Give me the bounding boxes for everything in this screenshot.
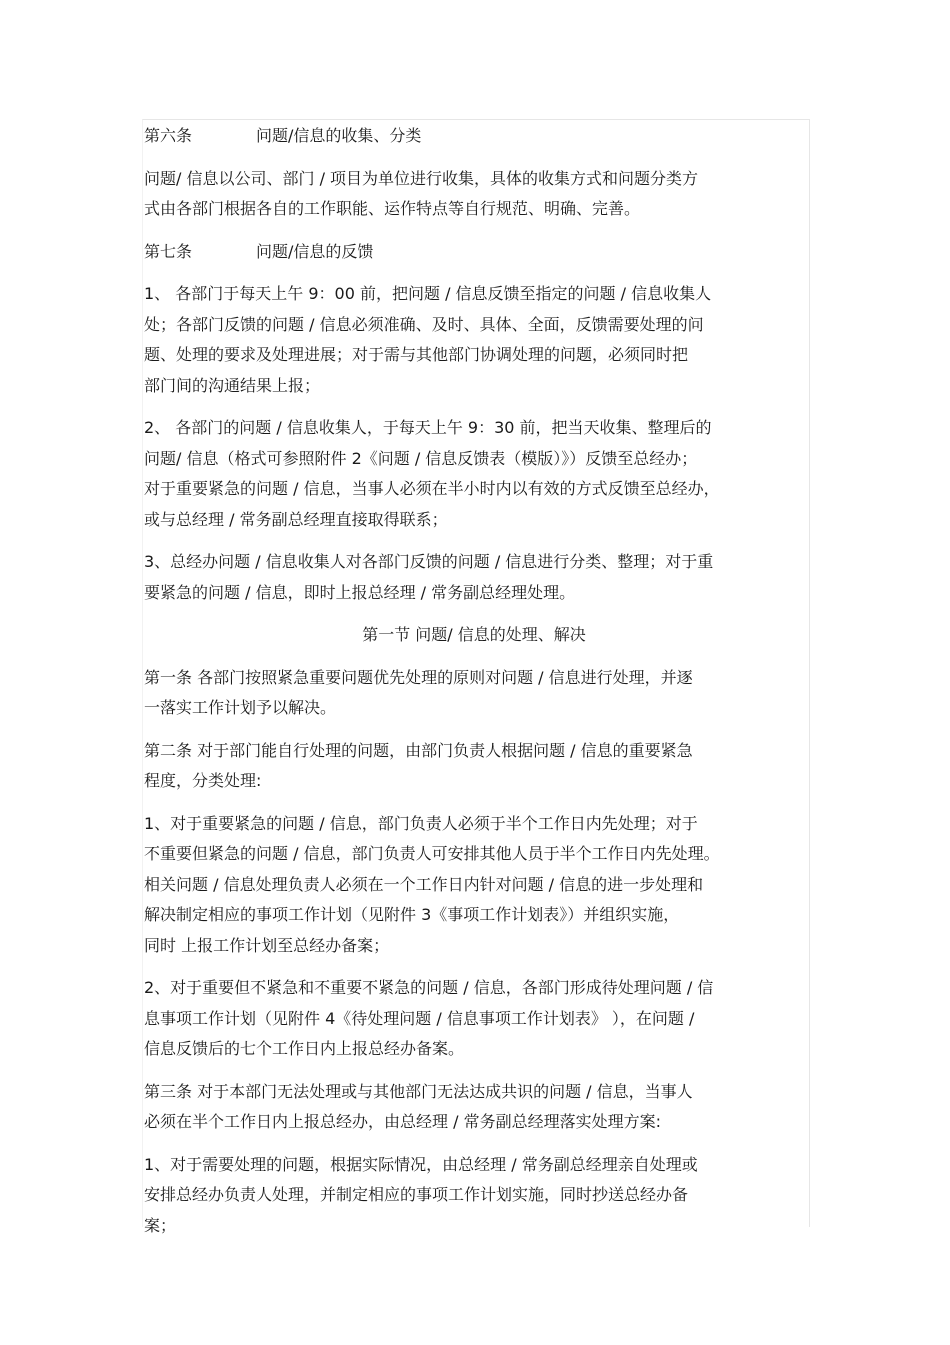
article-number: 第七条 bbox=[144, 241, 193, 261]
paragraph-line: 一落实工作计划予以解决。 bbox=[144, 698, 337, 717]
paragraph-line: 1、对于需要处理的问题，根据实际情况，由总经理 / 常务副总经理亲自处理或 bbox=[144, 1154, 698, 1174]
paragraph bbox=[144, 1150, 804, 1242]
paragraph-line: 第三条 对于本部门无法处理或与其他部门无法达成共识的问题 / 信息，当事人 bbox=[144, 1081, 693, 1101]
paragraph-line: 2、 各部门的问题 / 信息收集人，于每天上午 9：30 前，把当天收集、整理后的 bbox=[144, 418, 712, 437]
paragraph-line: 问题/ 信息以公司、部门 / 项目为单位进行收集，具体的收集方式和问题分类方 bbox=[144, 168, 699, 188]
paragraph-line: 问题/ 信息（格式可参照附件 2《问题 / 信息反馈表（模版）》）反馈至总经办； bbox=[144, 448, 698, 468]
paragraph-line: 案； bbox=[144, 1215, 177, 1235]
article-heading bbox=[144, 121, 804, 152]
paragraph-line: 第二条 对于部门能自行处理的问题，由部门负责人根据问题 / 信息的重要紧急 bbox=[144, 740, 693, 760]
paragraph-line: 要紧急的问题 / 信息，即时上报总经理 / 常务副总经理处理。 bbox=[144, 582, 576, 602]
paragraph-line: 3、总经办问题 / 信息收集人对各部门反馈的问题 / 信息进行分类、整理；对于重 bbox=[144, 552, 714, 571]
paragraph-line: 信息反馈后的七个工作日内上报总经办备案。 bbox=[144, 1039, 465, 1058]
paragraph-line: 2、对于重要但不紧急和不重要不紧急的问题 / 信息，各部门形成待处理问题 / 信 bbox=[144, 978, 714, 997]
paragraph bbox=[144, 547, 804, 608]
document-body bbox=[144, 121, 804, 1253]
paragraph-line: 不重要但紧急的问题 / 信息，部门负责人可安排其他人员于半个工作日内先处理。 bbox=[144, 844, 720, 863]
paragraph bbox=[144, 663, 804, 724]
section-title: 第一节 问题/ 信息的处理、解决 bbox=[362, 625, 586, 644]
article-heading bbox=[144, 237, 804, 268]
paragraph-line: 或与总经理 / 常务副总经理直接取得联系； bbox=[144, 509, 448, 529]
paragraph-line: 处；各部门反馈的问题 / 信息必须准确、及时、具体、全面，反馈需要处理的问 bbox=[144, 314, 704, 334]
paragraph bbox=[144, 279, 804, 401]
paragraph bbox=[144, 973, 804, 1065]
paragraph-line: 息事项工作计划（见附件 4《待处理问题 / 信息事项工作计划表》 ），在问题 / bbox=[144, 1008, 695, 1028]
paragraph-line: 1、对于重要紧急的问题 / 信息，部门负责人必须于半个工作日内先处理；对于 bbox=[144, 813, 698, 833]
paragraph bbox=[144, 164, 804, 225]
paragraph-line: 1、 各部门于每天上午 9：00 前，把问题 / 信息反馈至指定的问题 / 信息收集人 bbox=[144, 284, 712, 303]
paragraph bbox=[144, 1077, 804, 1138]
paragraph-line: 程度，分类处理: bbox=[144, 771, 262, 790]
paragraph-line: 相关问题 / 信息处理负责人必须在一个工作日内针对问题 / 信息的进一步处理和 bbox=[144, 874, 704, 894]
article-number: 第六条 bbox=[144, 126, 193, 145]
paragraph-line: 解决制定相应的事项工作计划（见附件 3《事项工作计划表》）并组织实施， bbox=[144, 905, 680, 924]
paragraph-line: 同时 上报工作计划至总经办备案； bbox=[144, 935, 390, 955]
paragraph-line: 必须在半个工作日内上报总经办，由总经理 / 常务副总经理落实处理方案: bbox=[144, 1112, 661, 1131]
article-title: 问题/信息的反馈 bbox=[256, 241, 374, 261]
paragraph bbox=[144, 736, 804, 797]
paragraph-line: 题、处理的要求及处理进展；对于需与其他部门协调处理的问题，必须同时把 bbox=[144, 345, 689, 364]
paragraph-line: 第一条 各部门按照紧急重要问题优先处理的原则对问题 / 信息进行处理，并逐 bbox=[144, 667, 693, 687]
paragraph-line: 对于重要紧急的问题 / 信息，当事人必须在半小时内以有效的方式反馈至总经办， bbox=[144, 479, 720, 498]
paragraph-line: 部门间的沟通结果上报； bbox=[144, 375, 321, 395]
paragraph-line: 安排总经办负责人处理，并制定相应的事项工作计划实施，同时抄送总经办备 bbox=[144, 1185, 689, 1204]
paragraph bbox=[144, 413, 804, 535]
paragraph-line: 式由各部门根据各自的工作职能、运作特点等自行规范、明确、完善。 bbox=[144, 199, 641, 218]
article-title: 问题/信息的收集、分类 bbox=[256, 126, 422, 145]
paragraph bbox=[144, 809, 804, 962]
